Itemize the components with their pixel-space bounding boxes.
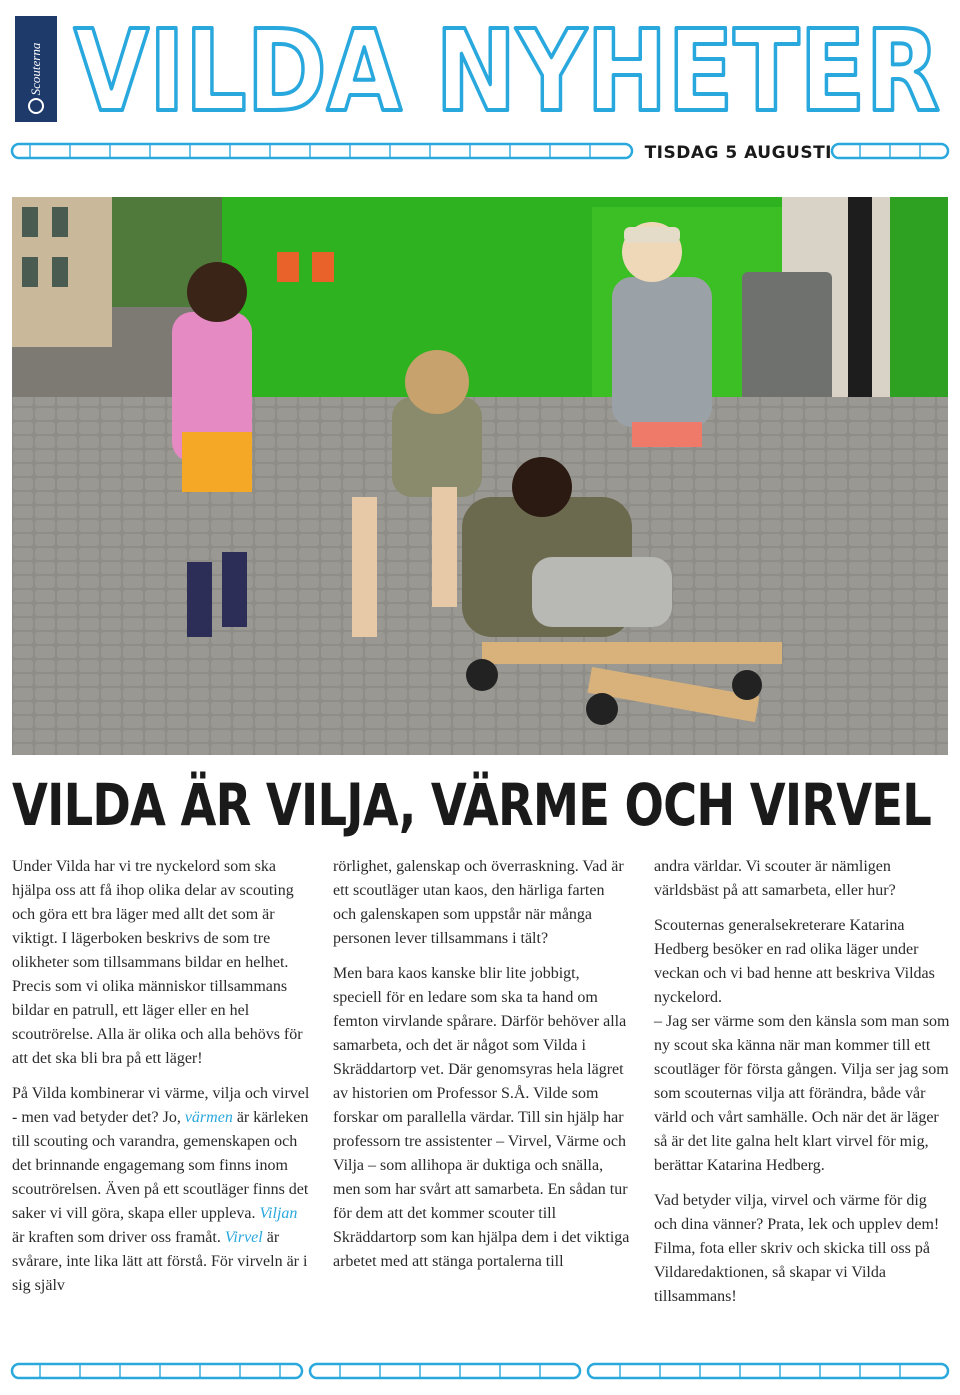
- keyword-varmen: värmen: [184, 1109, 233, 1126]
- masthead-title: [62, 8, 952, 133]
- article-column-3: [654, 855, 950, 1309]
- keyword-viljan: Viljan: [259, 1205, 298, 1222]
- article-text: är kraften som driver oss framåt.: [12, 1229, 221, 1246]
- article-column-1: [12, 855, 310, 1298]
- scouts-photo: [12, 197, 948, 755]
- article-column-2: [333, 855, 631, 1274]
- article-paragraph: Scouternas generalsekreterare Katarina Hedberg besöker en rad olika läger under veckan och vi bad henne att beskriva Vildas nyckelord.: [654, 917, 935, 1006]
- fleur-de-lis-icon: [28, 98, 44, 114]
- article-paragraph: Vad betyder vilja, virvel och värme för dig och dina vänner? Prata, lek och upplev dem! Filma, fota eller skriv och skicka till oss på Vildaredaktionen, så skapar vi Vilda tillsammans!: [654, 1192, 940, 1305]
- brand-logo: [15, 16, 57, 122]
- article-paragraph: Men bara kaos kanske blir lite jobbigt, speciell för en ledare som ska ta hand om femton virvlande spårare. Därför behöver alla samarbeta, och det är något som Vilda i Skräddartorp vet. Där genomsyras hela lägret av historien om Professor S.Å. Vilde som forskar om parallella värdar. Till sin hjälp har professorn tre assistenter – Virvel, Värme och Vilja – som allihopa är duktiga och snälla, men som har svårt att samarbeta. En sådan tur för dem att det kommer scouter till Skräddartorp som kan hjälpa dem i det viktiga arbetet med att stänga portalerna till: [333, 965, 630, 1270]
- article-text: är svårare, inte lika lätt att förstå. För virveln är i sig själv: [12, 1229, 308, 1294]
- article-text: På Vilda kombinerar vi värme, vilja och virvel - men vad betyder det? Jo,: [12, 1085, 310, 1126]
- article-text: är kärleken till scouting och varandra, gemenskapen och det brinnande engagemang som finns inom scoutrörelsen. Även på ett scoutläger finns det saker vi vill göra, skapa eller uppleva.: [12, 1109, 309, 1222]
- article-paragraph: – Jag ser värme som den känsla som man som ny scout ska känna när man kommer till ett scoutläger för första gången. Vilja ser jag som som scouternas vilja att förändra, både vår värld och vårt samhälle. Och när det är läger så är det lite galna helt klart virvel för mig, berättar Katarina Hedberg.: [654, 1013, 950, 1174]
- article-paragraph: rörlighet, galenskap och överraskning. Vad är ett scoutläger utan kaos, den härliga farten och galenskapen som uppstår när många personen lever tillsammans i tält?: [333, 858, 624, 947]
- keyword-virvel: Virvel: [224, 1229, 263, 1246]
- brand-name: Scouterna: [28, 42, 43, 96]
- article-paragraph: Under Vilda har vi tre nyckelord som ska hjälpa oss att få ihop olika delar av scouting och göra ett bra läger med allt det som är viktigt. I lägerboken beskrivs de som tre olikheter som tillsammans bildar en helhet. Precis som vi olika människor tillsammans bildar en patrull, ett läger eller en hel scoutrörelse. Alla är olika och alla behövs för att det ska bli bra på ett läger!: [12, 858, 303, 1067]
- masthead-text: VILDA NYHETER: [74, 8, 940, 133]
- issue-date: TISDAG 5 AUGUSTI: [644, 143, 832, 163]
- article-paragraph: [12, 1082, 310, 1298]
- headline: VILDA ÄR VILJA, VÄRME OCH VIRVEL: [12, 771, 932, 839]
- bottom-rule: [10, 1360, 950, 1382]
- article-paragraph: andra världar. Vi scouter är nämligen världsbäst på att samarbeta, eller hur?: [654, 858, 896, 899]
